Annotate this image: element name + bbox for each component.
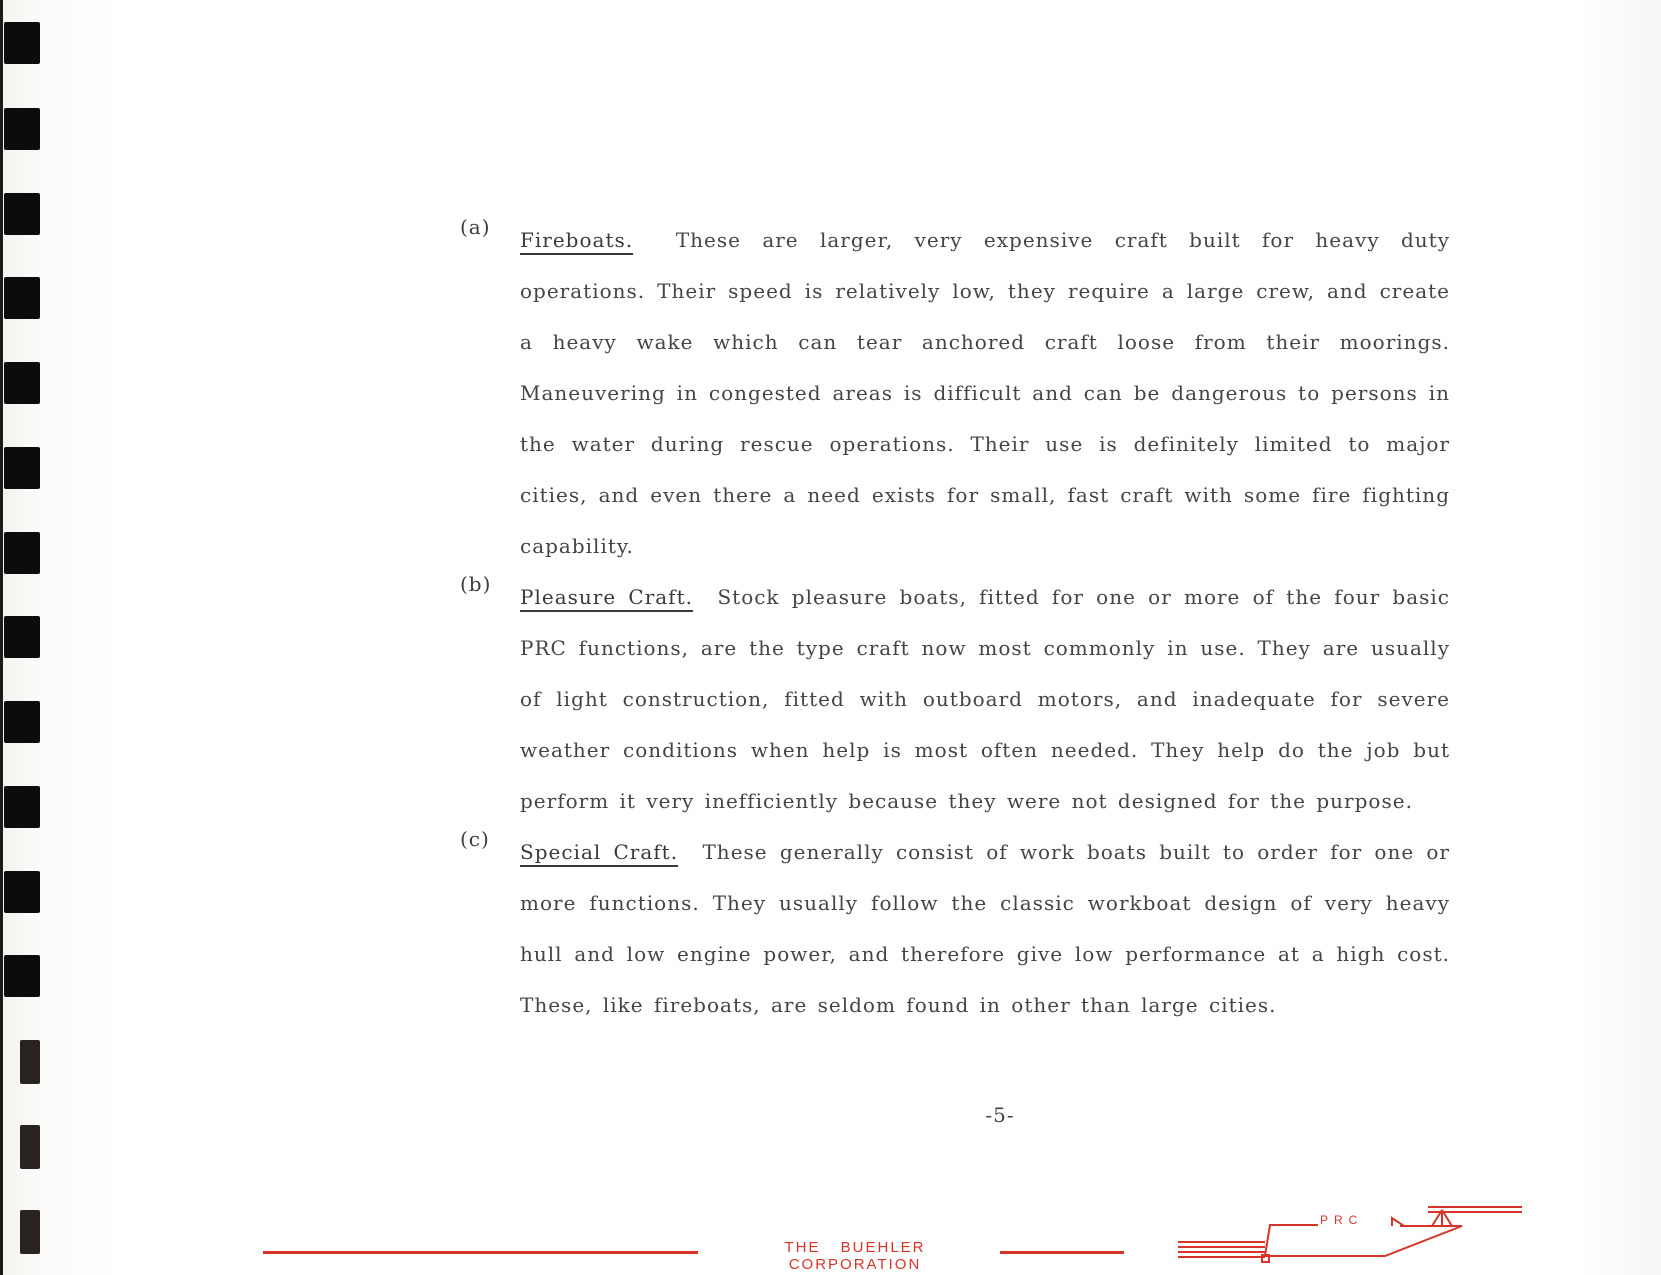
binding-edge [0, 0, 3, 1275]
item-label: (a) [460, 215, 491, 239]
item-text: These generally consist of work boats built to order for one or more functions. They usually follow the classic workboat design of very heavy hull and low engine power, and therefore give low performance at a high cost. These, like fireboats, are seldom found in other than large cities. [520, 840, 1450, 1017]
footer-company-name: THE BUEHLER CORPORATION [784, 1239, 926, 1273]
page-footer [0, 1200, 1661, 1275]
binding-hole [4, 532, 40, 574]
binding-hole [4, 955, 40, 997]
item-text: Stock pleasure boats, fitted for one or more of the four basic PRC functions, are the type craft now most commonly in use. They are usually of light construction, fitted with outboard motors, and inadequate for severe weather conditions when help is most often needed. They help do the job but perform it very inefficiently because they were not designed for the purpose. [520, 585, 1450, 813]
item-label: (c) [460, 827, 490, 851]
list-item-pleasure-craft [460, 572, 1460, 827]
binding-hole [4, 193, 40, 235]
binding-hole [20, 1040, 40, 1084]
item-label: (b) [460, 572, 492, 596]
binding-hole [4, 701, 40, 743]
binding-hole [4, 616, 40, 658]
page-number: -5- [985, 1103, 1015, 1127]
list-item-fireboats [460, 215, 1460, 572]
footer-rule [263, 1251, 698, 1254]
binding-hole [4, 22, 40, 64]
item-text: These are larger, very expensive craft built for heavy duty operations. Their speed is relatively low, they require a large crew, and create a heavy wake which can tear anchored craft loose from their moorings. Maneuvering in congested areas is difficult and can be dangerous to persons in the water during rescue operations. Their use is definitely limited to major cities, and even there a need exists for small, fast craft with some fire fighting capability. [520, 228, 1450, 558]
footer-rule [1000, 1251, 1124, 1254]
item-paragraph [520, 827, 1450, 1031]
item-heading: Pleasure Craft. [520, 585, 693, 609]
binding-hole [4, 447, 40, 489]
binding-hole [4, 108, 40, 150]
boat-outline-icon [1170, 1200, 1530, 1270]
logo-text: PRC [1320, 1213, 1364, 1227]
binding-hole [4, 871, 40, 913]
binding-hole [4, 786, 40, 828]
item-paragraph [520, 572, 1450, 827]
binding-hole [4, 362, 40, 404]
item-paragraph [520, 215, 1450, 572]
spiral-binding [0, 0, 48, 1275]
item-heading: Fireboats. [520, 228, 634, 252]
item-heading: Special Craft. [520, 840, 679, 864]
prc-boat-logo [1170, 1200, 1530, 1270]
list-item-special-craft [460, 827, 1460, 1031]
binding-hole [4, 277, 40, 319]
binding-hole [20, 1125, 40, 1169]
document-body [460, 215, 1460, 1031]
